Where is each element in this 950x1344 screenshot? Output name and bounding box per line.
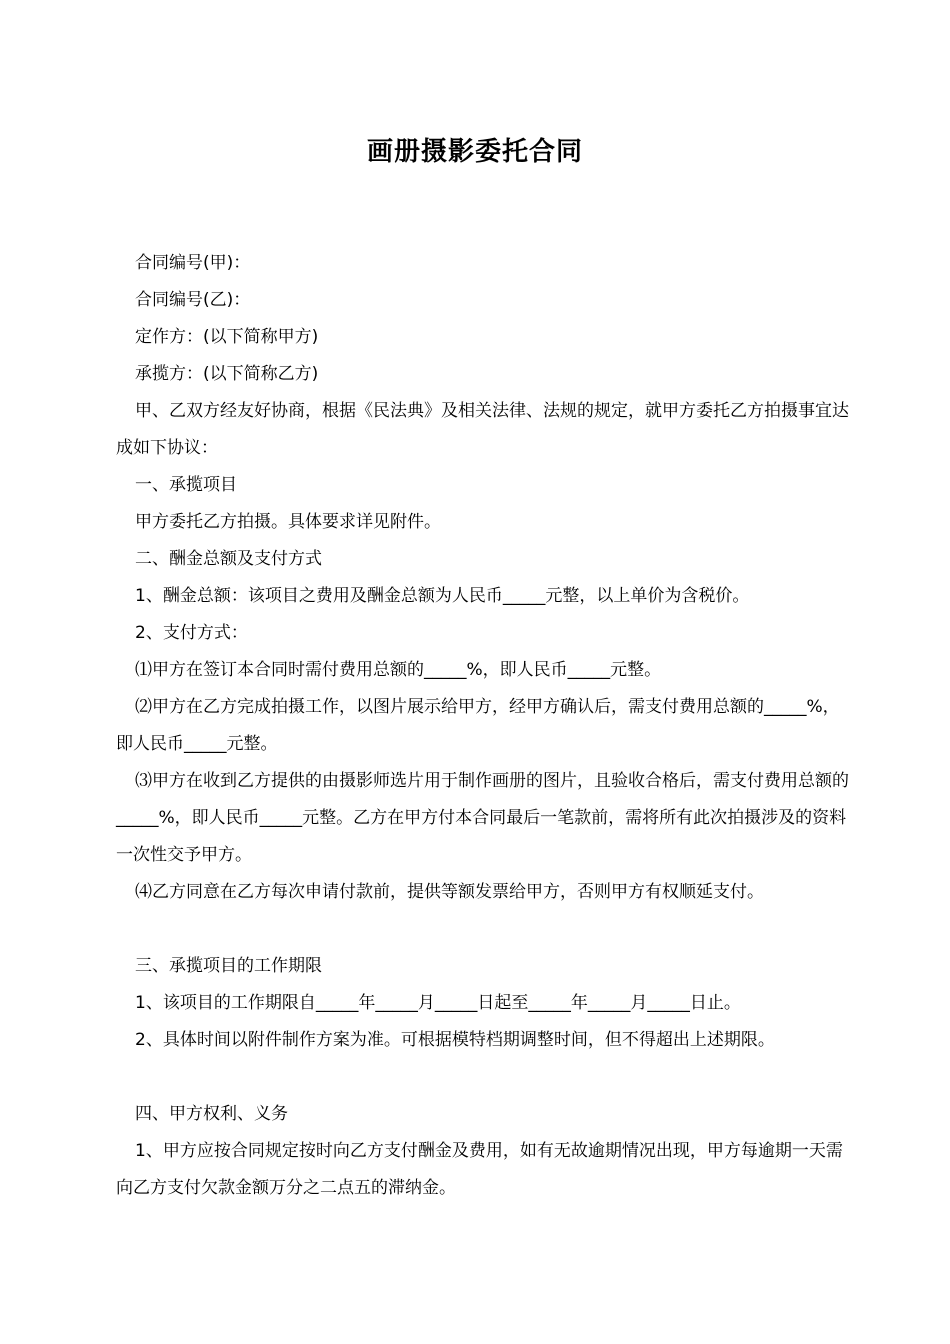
- payment-method-heading: 2、支付方式：: [135, 623, 248, 643]
- section-heading-project: 一、承揽项目: [135, 475, 237, 495]
- payment-clause-4: ⑷乙方同意在乙方每次申请付款前，提供等额发票给甲方，否则甲方有权顺延支付。: [135, 882, 764, 902]
- preamble-paragraph: 甲、乙双方经友好协商，根据《民法典》及相关法律、法规的规定，就甲方委托乙方拍摄事宜达成如下协议：: [116, 401, 849, 458]
- payment-clause-2: ⑵甲方在乙方完成拍摄工作，以图片展示给甲方，经甲方确认后，需支付费用总额的_____%，即人民币_____元整。: [116, 697, 840, 754]
- document-title: 画册摄影委托合同: [366, 137, 583, 167]
- period-clause-2: 2、具体时间以附件制作方案为准。可根据模特档期调整时间，但不得超出上述期限。: [135, 1030, 775, 1050]
- section-spacer: [116, 1059, 852, 1096]
- period-clause-1: 1、该项目的工作期限自_____年_____月_____日起至_____年_____月_____日止。: [135, 993, 741, 1013]
- contractor-party: 承揽方：(以下简称乙方): [135, 364, 319, 384]
- section-heading-period: 三、承揽项目的工作期限: [135, 956, 322, 976]
- document-body: [116, 245, 852, 1207]
- commissioning-party: 定作方：(以下简称甲方): [135, 327, 319, 347]
- payment-clause-1: ⑴甲方在签订本合同时需付费用总额的_____%，即人民币_____元整。: [135, 660, 662, 680]
- contract-number-party-a: 合同编号(甲)：: [135, 253, 251, 273]
- party-a-rights-clause-1: 1、甲方应按合同规定按时向乙方支付酬金及费用，如有无故逾期情况出现，甲方每逾期一天需向乙方支付欠款金额万分之二点五的滞纳金。: [116, 1141, 843, 1198]
- payment-clause-3: ⑶甲方在收到乙方提供的由摄影师选片用于制作画册的图片，且验收合格后，需支付费用总额的_____%，即人民币_____元整。乙方在甲方付本合同最后一笔款前，需将所有此次拍摄涉及的资料一次性交予甲方。: [116, 771, 849, 865]
- section-spacer: [116, 911, 852, 948]
- section-heading-payment: 二、酬金总额及支付方式: [135, 549, 322, 569]
- section-heading-party-a-rights: 四、甲方权利、义务: [135, 1104, 288, 1124]
- payment-total-clause: 1、酬金总额：该项目之费用及酬金总额为人民币_____元整，以上单价为含税价。: [135, 586, 750, 606]
- project-description: 甲方委托乙方拍摄。具体要求详见附件。: [135, 512, 441, 532]
- contract-number-party-b: 合同编号(乙)：: [135, 290, 251, 310]
